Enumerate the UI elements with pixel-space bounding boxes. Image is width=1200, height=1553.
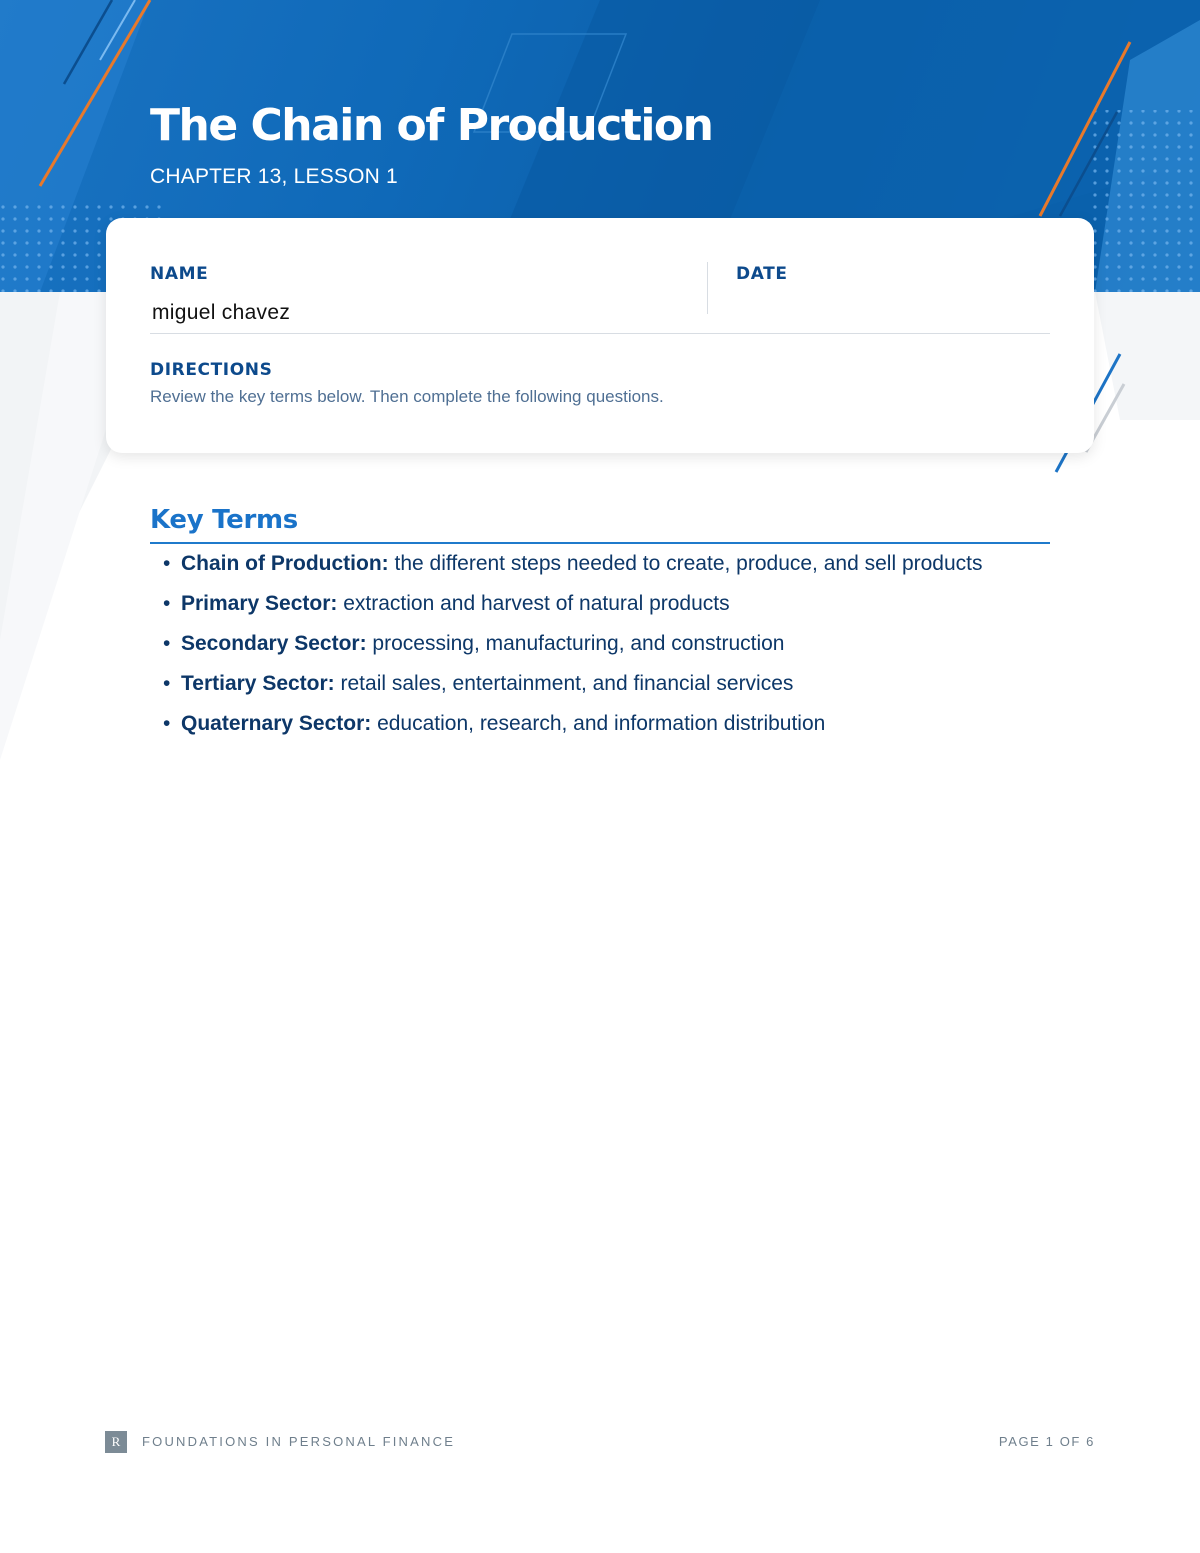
bullet: • <box>163 672 171 695</box>
list-item <box>163 630 983 670</box>
term-definition: processing, manufacturing, and construction <box>366 632 785 655</box>
bullet: • <box>163 632 171 655</box>
key-terms-rule <box>150 542 1050 544</box>
directions-text: Review the key terms below. Then complete the following questions. <box>150 387 664 406</box>
field-divider <box>707 262 708 314</box>
list-item <box>163 590 983 630</box>
key-terms-heading: Key Terms <box>150 505 298 535</box>
directions-label: DIRECTIONS <box>150 360 273 380</box>
term-name: Tertiary Sector: <box>181 672 335 695</box>
list-item <box>163 710 983 750</box>
list-item <box>163 550 983 590</box>
date-label: DATE <box>736 264 788 284</box>
term-name: Secondary Sector: <box>181 632 367 655</box>
term-name: Quaternary Sector: <box>181 712 372 735</box>
bullet: • <box>163 552 171 575</box>
term-name: Primary Sector: <box>181 592 338 615</box>
name-field[interactable]: miguel chavez <box>152 301 291 324</box>
key-terms-list <box>163 550 983 750</box>
card-divider <box>150 333 1050 334</box>
term-definition: education, research, and information distribution <box>371 712 826 735</box>
chapter-lesson-subtitle: CHAPTER 13, LESSON 1 <box>150 165 398 188</box>
term-definition: retail sales, entertainment, and financial services <box>334 672 794 695</box>
term-definition: extraction and harvest of natural products <box>337 592 730 615</box>
term-name: Chain of Production: <box>181 552 389 575</box>
name-label: NAME <box>150 264 209 284</box>
bullet: • <box>163 592 171 615</box>
page-number: PAGE 1 OF 6 <box>998 1434 1095 1449</box>
footer-brand: FOUNDATIONS IN PERSONAL FINANCE <box>142 1434 456 1449</box>
student-info-card <box>106 218 1094 453</box>
brand-logo: R <box>105 1431 127 1453</box>
page-title: The Chain of Production <box>150 100 713 151</box>
bullet: • <box>163 712 171 735</box>
list-item <box>163 670 983 710</box>
term-definition: the different steps needed to create, produce, and sell products <box>388 552 983 575</box>
